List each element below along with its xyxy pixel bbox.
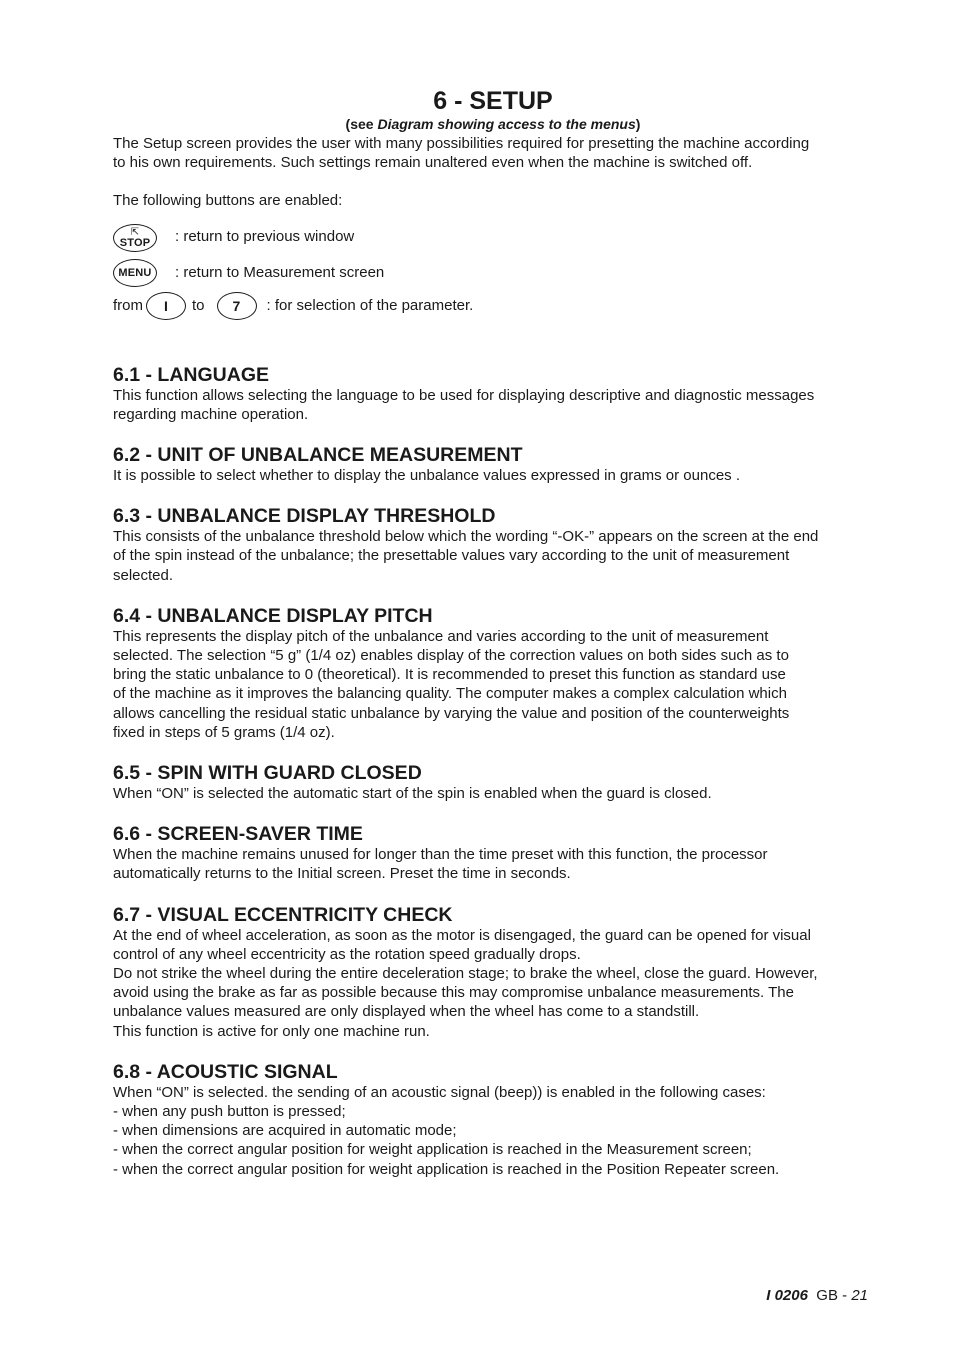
menu-key-icon <box>113 259 157 287</box>
section <box>113 605 873 742</box>
section-text-line: control of any wheel eccentricity as the rotation speed gradually drops. <box>113 945 581 963</box>
intro-line: The Setup screen provides the user with many possibilities required for presetting the machine according <box>113 135 810 152</box>
section-heading: 6.1 - LANGUAGE <box>113 363 270 386</box>
section-text-line: allows cancelling the residual static unbalance by varying the value and position of the counterweights <box>113 704 790 722</box>
section-text-line: fixed in steps of 5 grams (1/4 oz). <box>113 723 335 741</box>
section <box>113 762 873 803</box>
footer-page-number: 21 <box>851 1287 868 1304</box>
section-text-line: This function is active for only one machine run. <box>113 1022 430 1040</box>
section <box>113 904 873 1041</box>
section-text-line: of the machine as it improves the balancing quality. The computer makes a complex calculation which <box>113 685 787 703</box>
section-heading: 6.2 - UNIT OF UNBALANCE MEASUREMENT <box>113 444 523 467</box>
section-heading: 6.6 - SCREEN-SAVER TIME <box>113 823 363 846</box>
section-heading: 6.8 - ACOUSTIC SIGNAL <box>113 1060 338 1083</box>
section-text-line: It is possible to select whether to display the unbalance values expressed in grams or ounces . <box>113 467 741 485</box>
section-text-line: - when the correct angular position for weight application is reached in the Measurement screen; <box>113 1141 752 1159</box>
section-text-line: bring the static unbalance to 0 (theoretical). It is recommended to preset this function as standard use <box>113 666 786 684</box>
setup-page <box>113 86 873 1179</box>
stop-key-label: STOP <box>119 236 151 249</box>
intro-line: to his own requirements. Such settings remain unaltered even when the machine is switched off. <box>113 154 753 172</box>
stop-key-description: : return to previous window <box>175 228 355 246</box>
section-heading: 6.7 - VISUAL ECCENTRICITY CHECK <box>113 903 453 926</box>
section <box>113 823 873 883</box>
section-text-line: - when any push button is pressed; <box>113 1103 346 1121</box>
from-text: from <box>113 297 143 315</box>
section-text-line: - when dimensions are acquired in automatic mode; <box>113 1122 457 1140</box>
section-text-line: When “ON” is selected. the sending of an acoustic signal (beep)) is enabled in the following cases: <box>113 1083 766 1101</box>
section-text-line: automatically returns to the Initial screen. Preset the time in seconds. <box>113 865 571 883</box>
key-7-icon: 7 <box>217 292 257 320</box>
selection-description: : for selection of the parameter. <box>266 297 474 315</box>
section-heading: 6.4 - UNBALANCE DISPLAY PITCH <box>113 604 433 627</box>
page-subtitle <box>113 116 873 133</box>
button-row-menu <box>113 255 873 291</box>
to-text: to <box>192 297 205 315</box>
section-text-line: selected. The selection “5 g” (1/4 oz) enables display of the correction values on both sides such as to <box>113 647 789 665</box>
page-title: 6 - SETUP <box>433 87 553 115</box>
subtitle-prefix: (see <box>345 116 378 132</box>
stop-key-icon <box>113 224 157 252</box>
section <box>113 1061 873 1179</box>
stop-key-glyph: ⇱ <box>130 226 140 238</box>
footer-lang: GB - <box>816 1287 852 1304</box>
section-text-line: At the end of wheel acceleration, as soon as the motor is disengaged, the guard can be opened for visual <box>113 926 811 944</box>
section-text-line: avoid using the brake as far as possible because this may compromise unbalance measurements. The <box>113 984 794 1002</box>
selection-row <box>113 289 873 323</box>
section-text-line: Do not strike the wheel during the entire deceleration stage; to brake the wheel, close the guard. However, <box>113 965 818 983</box>
section-text-line: When the machine remains unused for longer than the time preset with this function, the processor <box>113 846 768 864</box>
section-text-line: When “ON” is selected the automatic start of the spin is enabled when the guard is closed. <box>113 785 712 803</box>
key-1-icon: I <box>146 292 186 320</box>
menu-key-description: : return to Measurement screen <box>175 264 385 282</box>
section <box>113 505 873 585</box>
section <box>113 444 873 485</box>
section-heading: 6.5 - SPIN WITH GUARD CLOSED <box>113 762 422 785</box>
section-text-line: This represents the display pitch of the unbalance and varies according to the unit of measurement <box>113 627 769 645</box>
sections-container <box>113 364 873 1179</box>
footer-code: I 0206 <box>766 1287 808 1304</box>
buttons-intro: The following buttons are enabled: <box>113 192 343 210</box>
subtitle-suffix: ) <box>635 116 641 132</box>
section-text-line: regarding machine operation. <box>113 405 309 423</box>
section <box>113 364 873 424</box>
section-text-line: unbalance values measured are only displayed when the wheel has come to a standstill. <box>113 1003 700 1021</box>
section-text-line: This consists of the unbalance threshold below which the wording “-OK-” appears on the screen at the end <box>113 528 819 546</box>
button-row-stop <box>113 219 873 255</box>
section-text-line: of the spin instead of the unbalance; the presettable values vary according to the unit of measurement <box>113 547 790 565</box>
subtitle-emphasis: Diagram showing access to the menus <box>377 116 636 132</box>
section-heading: 6.3 - UNBALANCE DISPLAY THRESHOLD <box>113 505 496 528</box>
menu-key-label: MENU <box>118 266 152 279</box>
page-footer <box>766 1287 868 1304</box>
section-text-line: selected. <box>113 566 174 584</box>
section-text-line: This function allows selecting the language to be used for displaying descriptive and diagnostic messages <box>113 386 815 404</box>
section-text-line: - when the correct angular position for weight application is reached in the Position Repeater screen. <box>113 1160 780 1178</box>
